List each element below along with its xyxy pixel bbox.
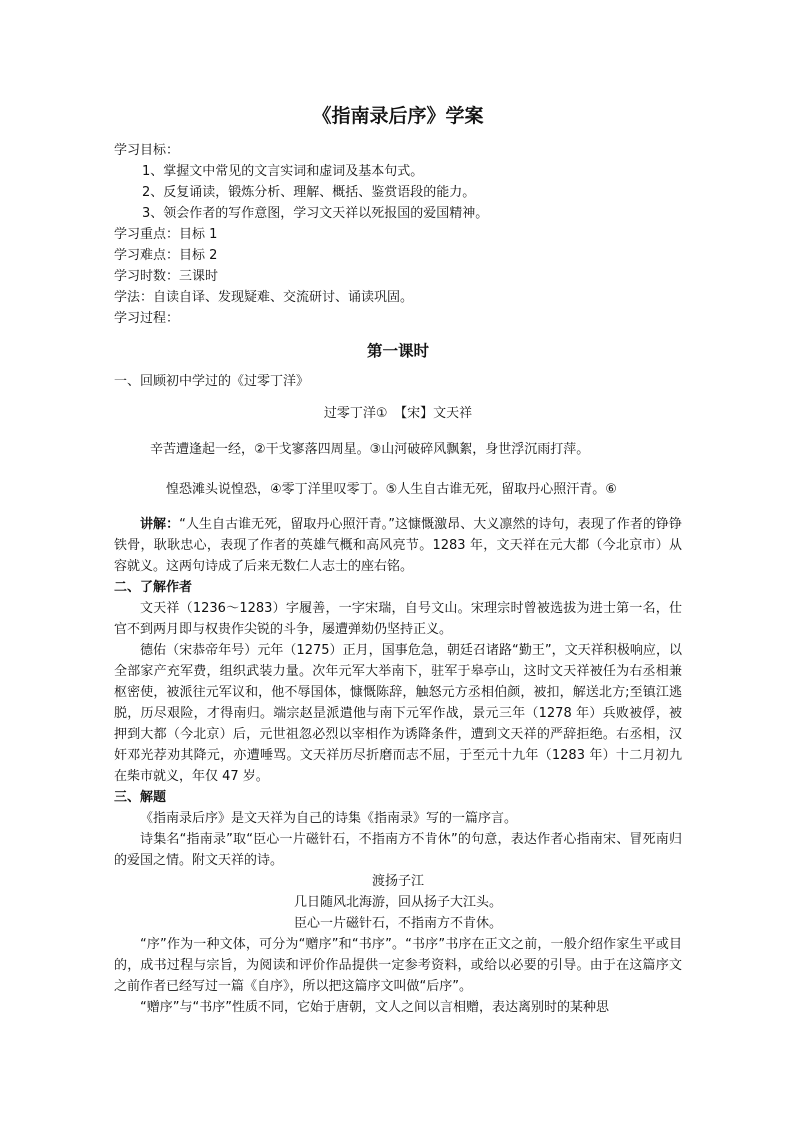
study-focus: 学习重点：目标 1 [114,227,218,242]
author-paragraph-1: 文天祥（1236～1283）字履善，一字宋瑞，自号文山。宋理宗时曾被选拔为进士第一名，仕官不到两月即与权贵作尖锐的斗争，屡遭弹劾仍坚持正义。 [114,601,682,637]
study-process: 学习过程： [114,311,180,326]
lesson-heading: 第一课时 [366,342,429,360]
preface-paragraph-1: “序”作为一种文体，可分为“赠序”和“书序”。“书序”书序在正文之前，一般介绍作家生平或目的，成书过程与宗旨，为阅读和评价作品提供一定参考资料，或给以必要的引导。由于在这篇序文之前作者已经写过一篇《自序》，所以把这篇序文叫做“后序”。 [114,937,682,994]
study-method: 学法：自读自译、发现疑难、交流研讨、诵读巩固。 [114,290,414,305]
goals-label: 学习目标： [114,143,180,158]
study-difficulty: 学习难点：目标 2 [114,248,218,263]
title-paragraph-1: 《指南录后序》是文天祥为自己的诗集《指南录》写的一篇序言。 [140,811,518,826]
section-1-heading: 一、回顾初中学过的《过零丁洋》 [114,374,310,389]
poem-line-1: 辛苦遭逢起一经，②干戈寥落四周星。③山河破碎风飘絮，身世浮沉雨打萍。 [150,442,590,457]
document-page [114,104,682,1018]
explanation-text: “人生自古谁无死，留取丹心照汗青。”这慷慨激昂、大义凛然的诗句，表现了作者的铮铮铁骨，耿耿忠心，表现了作者的英雄气概和高风亮节。1283 年，文天祥在元大都（今北京市）从容就义。这两句诗成了后来无数仁人志士的座右铭。 [114,517,682,574]
explanation-paragraph [114,514,682,577]
goal-item-2: 2、反复诵读，锻炼分析、理解、概括、鉴赏语段的能力。 [142,185,476,200]
title-paragraph-2: 诗集名“指南录”取“臣心一片磁针石，不指南方不肯休”的句意，表达作者心指南宋、冒死南归的爱国之情。附文天祥的诗。 [114,832,682,868]
poem-title: 过零丁洋① 【宋】文天祥 [323,406,473,421]
section-3-heading: 三、解题 [114,790,167,805]
author-paragraph-2: 德佑（宋恭帝年号）元年（1275）正月，国事危急，朝廷召诸路“勤王”，文天祥积极响应，以全部家产充军费，组织武装力量。次年元军大举南下，驻军于皋亭山，这时文天祥被任为右丞相兼枢密使，被派往元军议和，他不辱国体，慷慨陈辞，触怒元方丞相伯颜，被扣，解送北方;至镇江逃脱，历尽艰险，才得南归。端宗赵昰派遣他与南下元军作战，景元三年（1278 年）兵败被俘，被押到大都（今北京）后，元世祖忽必烈以宰相作为诱降条件，遭到文天祥的严辞拒绝。右丞相，汉奸邓光荐劝其降元，亦遭唾骂。文天祥历尽折磨而志不屈，于至元十九年（1283 年）十二月初九在柴市就义，年仅 47 岁。 [114,643,682,784]
poem2-title: 渡扬子江 [371,874,424,889]
document-title: 《指南录后序》学案 [312,105,484,127]
section-2-heading: 二、了解作者 [114,580,193,595]
goal-item-3: 3、领会作者的写作意图，学习文天祥以死报国的爱国精神。 [142,206,489,221]
poem-line-2: 惶恐滩头说惶恐，④零丁洋里叹零丁。⑤人生自古谁无死，留取丹心照汗青。⑥ [166,482,617,497]
study-hours: 学习时数：三课时 [114,269,219,284]
preface-paragraph-2: “赠序”与“书序”性质不同，它始于唐朝，文人之间以言相赠，表达离别时的某种思 [140,1000,609,1015]
explanation-label: 讲解： [140,517,180,532]
poem2-line-2: 臣心一片磁针石，不指南方不肯休。 [293,916,502,931]
poem2-line-1: 几日随风北海游，回从扬子大江头。 [293,895,502,910]
goal-item-1: 1、掌握文中常见的文言实词和虚词及基本句式。 [142,164,424,179]
